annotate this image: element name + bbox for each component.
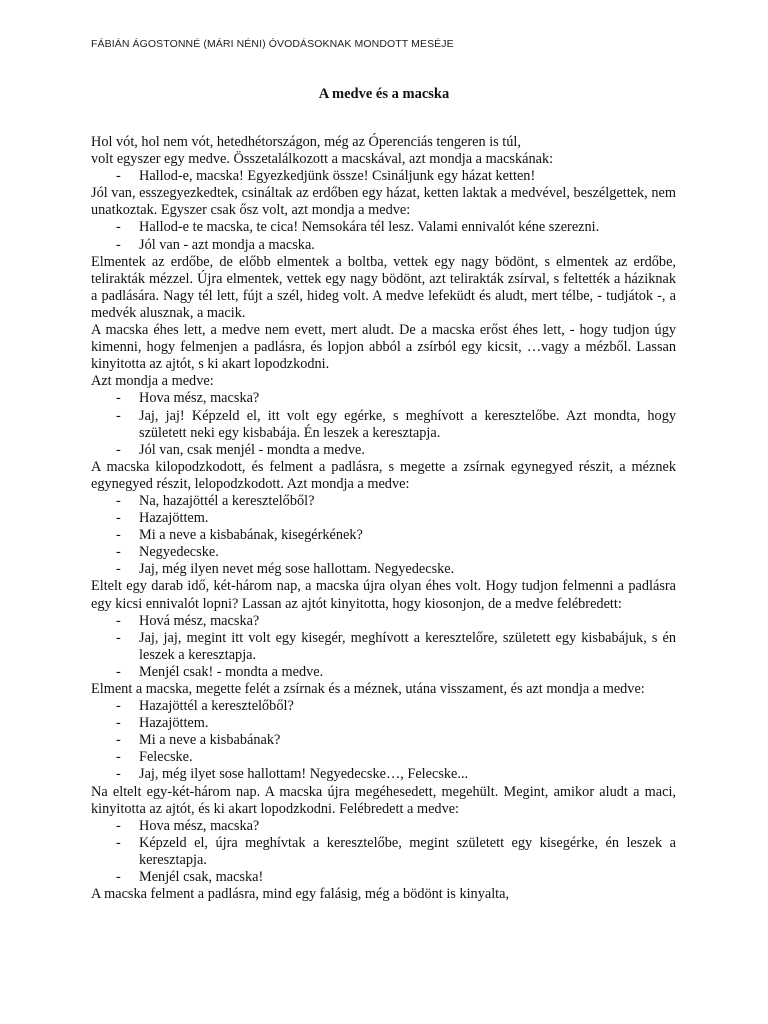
dialogue-line	[91, 390, 676, 407]
story-title: A medve és a macska	[318, 86, 450, 102]
dash-bullet: -	[116, 390, 121, 407]
dialogue-line	[91, 630, 676, 664]
dash-bullet: -	[116, 715, 121, 732]
paragraph: Jól van, esszegyezkedtek, csináltak az erdőben egy házat, ketten laktak a medvével, beszélgettek, nem unatkoztak. Egyszer csak ősz volt, azt mondja a medve:	[91, 185, 676, 219]
dialogue-line	[91, 544, 676, 561]
paragraph: Eltelt egy darab idő, két-három nap, a macska újra olyan éhes volt. Hogy tudjon felmenni a padlásra egy kicsi ennivalót lopni? Lassan az ajtót kinyitotta, hogy kiosonjon, de a medve felébredett:	[91, 578, 676, 612]
dialogue-text: Jaj, még ilyet sose hallottam! Negyedecske…, Felecske...	[139, 766, 469, 783]
dash-bullet: -	[116, 663, 121, 680]
dialogue-text: Mi a neve a kisbabának?	[139, 732, 281, 749]
dialogue-text: Hazajöttem.	[139, 715, 209, 732]
dialogue-text: Hazajöttem.	[139, 510, 209, 527]
dialogue-text: Hova mész, macska?	[139, 390, 260, 407]
dialogue-line	[91, 715, 676, 732]
dialogue-line	[91, 664, 676, 681]
dash-bullet: -	[116, 766, 121, 783]
dash-bullet: -	[116, 168, 121, 185]
paragraph: A macska éhes lett, a medve nem evett, mert aludt. De a macska erőst éhes lett, - hogy tudjon úgy kimenni, hogy felmenjen a padlásra, és lopjon abból a zsírból egy kicsit, …vagy a mézből. Lassan kinyitotta az ajtót, s ki akart lopodzkodni.	[91, 322, 676, 373]
paragraph: A macska felment a padlásra, mind egy falásig, még a bödönt is kinyalta,	[91, 886, 510, 903]
dash-bullet: -	[116, 749, 121, 766]
dialogue-line	[91, 732, 676, 749]
dialogue-line	[91, 869, 676, 886]
dialogue-text: Mi a neve a kisbabának, kisegérkének?	[139, 527, 363, 544]
dialogue-line	[91, 219, 676, 236]
dialogue-text: Hazajöttél a keresztelőből?	[139, 698, 294, 715]
dash-bullet: -	[116, 492, 121, 509]
dash-bullet: -	[116, 612, 121, 629]
dialogue-line	[91, 510, 676, 527]
dialogue-text: Menjél csak! - mondta a medve.	[139, 663, 324, 680]
dialogue-line	[91, 766, 676, 783]
dialogue-text: Hallod-e te macska, te cica! Nemsokára tél lesz. Valami ennivalót kéne szerezni.	[139, 219, 600, 236]
dialogue-line	[91, 749, 676, 766]
dialogue-text: Hová mész, macska?	[139, 612, 260, 629]
dash-bullet: -	[116, 407, 121, 424]
dialogue-line	[91, 561, 676, 578]
dash-bullet: -	[116, 441, 121, 458]
story-body	[91, 134, 676, 903]
dash-bullet: -	[116, 629, 121, 646]
dash-bullet: -	[116, 561, 121, 578]
dialogue-line	[91, 442, 676, 459]
dialogue-text: Negyedecske.	[139, 544, 219, 561]
dialogue-text: Menjél csak, macska!	[139, 869, 264, 886]
paragraph: Elment a macska, megette felét a zsírnak és a méznek, utána visszament, és azt mondja a medve:	[91, 681, 645, 697]
dash-bullet: -	[116, 834, 121, 851]
dialogue-text: Felecske.	[139, 749, 193, 766]
dash-bullet: -	[116, 527, 121, 544]
paragraph: volt egyszer egy medve. Összetalálkozott a macskával, azt mondja a macskának:	[91, 151, 554, 168]
dialogue-text: Hallod-e, macska! Egyezkedjünk össze! Csináljunk egy házat ketten!	[139, 168, 536, 185]
dialogue-text: Na, hazajöttél a keresztelőből?	[139, 492, 315, 509]
dash-bullet: -	[116, 510, 121, 527]
paragraph: Elmentek az erdőbe, de előbb elmentek a boltba, vettek egy nagy bödönt, s elmentek az erdőbe, telirakták mézzel. Újra elmentek, vettek egy nagy bödönt, azt telirakták zsírval, s feltették a háziknak a padlására. Nagy tél lett, fújt a szél, hideg volt. A medve lefeküdt és aludt, mert télbe, - tudjátok -, a medvék alusznak, a macik.	[91, 253, 676, 321]
dialogue-line	[91, 408, 676, 442]
dialogue-line	[91, 835, 676, 869]
dash-bullet: -	[116, 544, 121, 561]
dialogue-line	[91, 613, 676, 630]
dialogue-text: Képzeld el, újra meghívtak a keresztelőbe, megint született egy kisegérke, én leszek a keresztapja.	[139, 834, 676, 868]
dash-bullet: -	[116, 869, 121, 886]
dialogue-text: Jaj, jaj! Képzeld el, itt volt egy egérke, s meghívott a keresztelőbe. Azt mondta, hogy született neki egy kisbabája. Én leszek a keresztapja.	[139, 407, 676, 441]
dialogue-line	[91, 237, 676, 254]
dash-bullet: -	[116, 732, 121, 749]
dialogue-text: Jól van, csak menjél - mondta a medve.	[139, 441, 365, 458]
dialogue-line	[91, 698, 676, 715]
paragraph: Hol vót, hol nem vót, hetedhétországon, még az Óperenciás tengeren is túl,	[91, 134, 521, 150]
page-header: FÁBIÁN ÁGOSTONNÉ (MÁRI NÉNI) ÓVODÁSOKNAK MONDOTT MESÉJE	[91, 38, 454, 50]
dash-bullet: -	[116, 698, 121, 715]
dialogue-text: Jaj, jaj, megint itt volt egy kisegér, meghívott a keresztelőre, született egy kisbabájuk, s én leszek a keresztapja.	[139, 629, 676, 663]
dialogue-line	[91, 527, 676, 544]
paragraph: Na eltelt egy-két-három nap. A macska újra megéhesedett, megehült. Megint, amikor aludt a maci, kinyitotta az ajtót, és ki akart lopodzkodni. Felébredett a medve:	[91, 783, 676, 817]
dialogue-line	[91, 168, 676, 185]
paragraph: Azt mondja a medve:	[91, 373, 214, 390]
dash-bullet: -	[116, 817, 121, 834]
dialogue-text: Jól van - azt mondja a macska.	[139, 236, 315, 253]
dialogue-line	[91, 818, 676, 835]
dialogue-line	[91, 493, 676, 510]
dash-bullet: -	[116, 219, 121, 236]
dash-bullet: -	[116, 236, 121, 253]
dialogue-text: Jaj, még ilyen nevet még sose hallottam. Negyedecske.	[139, 561, 455, 578]
dialogue-text: Hova mész, macska?	[139, 817, 260, 834]
paragraph: A macska kilopodzkodott, és felment a padlásra, s megette a zsírnak egynegyed részit, a méznek egynegyed részit, lelopodzkodott. Azt mondja a medve:	[91, 458, 676, 492]
